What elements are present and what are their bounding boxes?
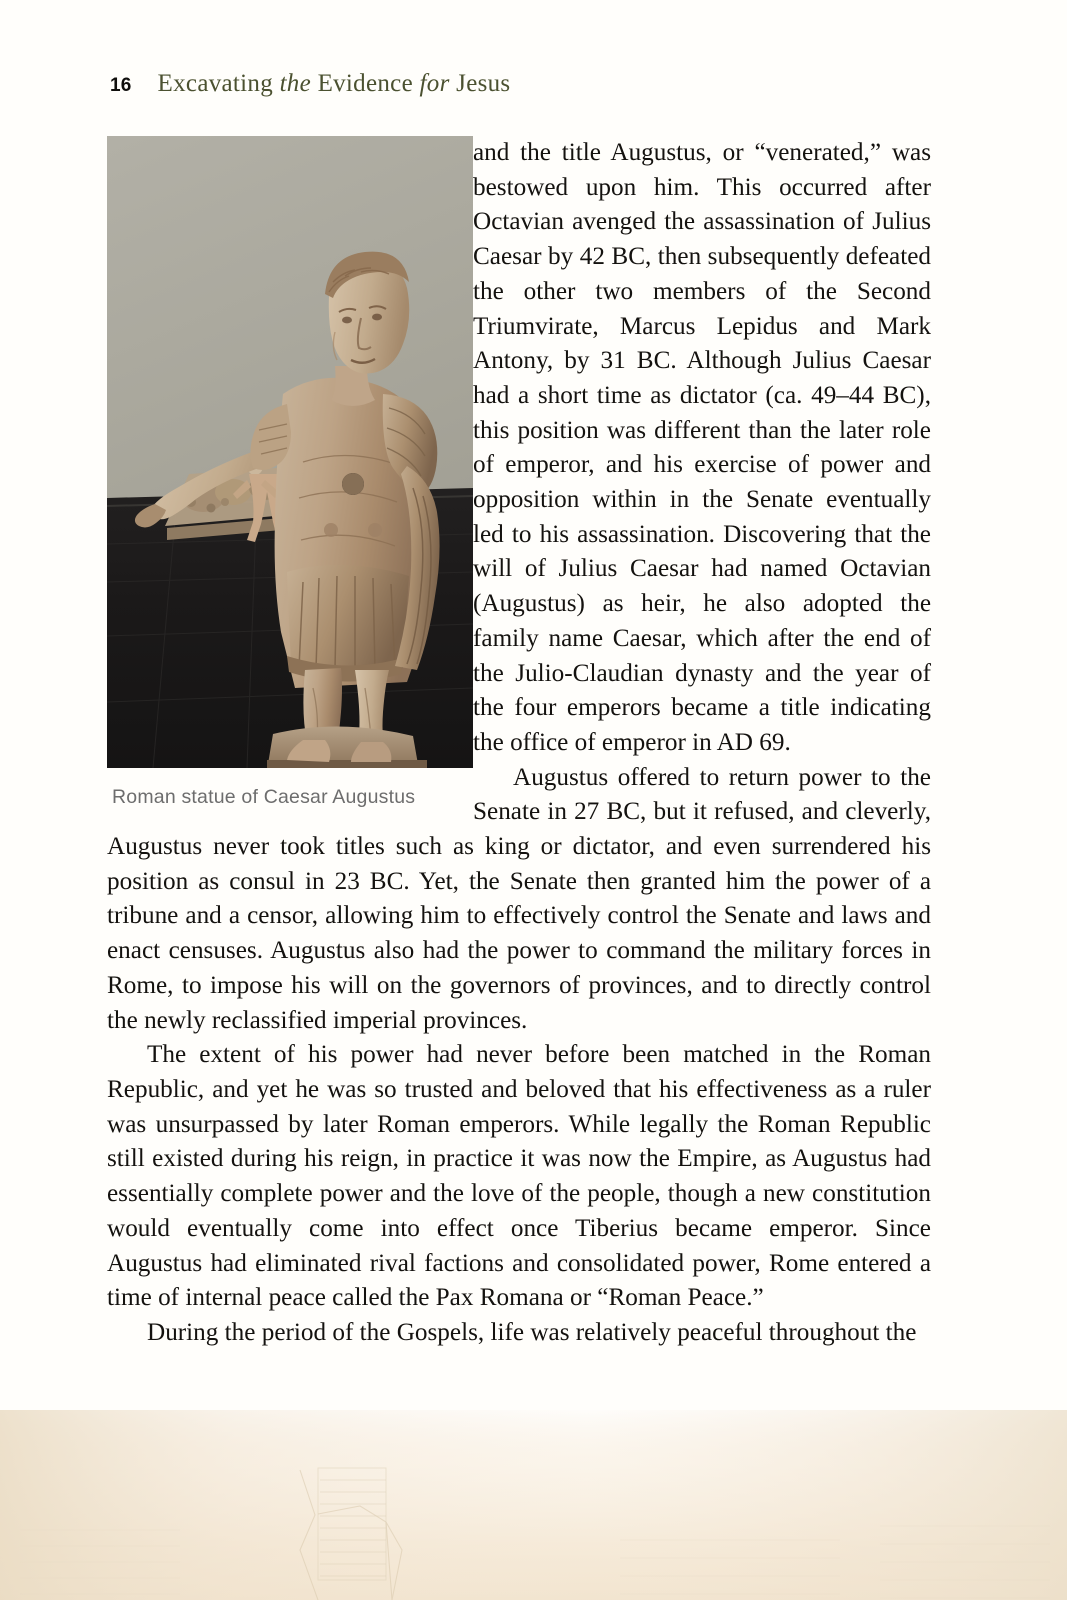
paragraph-3: The extent of his power had never before been matched in the Roman Republic, and yet he was so trusted and beloved that his effectiveness as a ruler was unsurpassed by later Roman emperors. While legally the Roman Republic still existed during his reign, in practice it was now the Empire, as Augustus had essentially complete power and the love of the people, though a new constitution would eventually come into effect once Tiberius became emperor. Since Augustus had eliminated rival factions and consolidated power, Rome entered a time of internal peace called the Pax Romana or “Roman Peace.” [107, 1041, 931, 1312]
body-text-column [107, 136, 931, 1351]
paragraph-2: Augustus offered to return power to the Senate in 27 BC, but it refused, and cleverly, Augustus never took titles such as king or dictator, and even surrendered his position as consul in 23 BC. Yet, the Senate then granted him the power of a tribune and a censor, allowing him to effectively control the Senate and laws and enact censuses. Augustus also had the power to command the military forces in Rome, to impose his will on the governors of provinces, and to directly control the newly reclassified imperial provinces. [107, 763, 931, 1034]
book-title-italic-for: for [419, 70, 450, 97]
book-title [158, 70, 511, 98]
running-head [110, 70, 930, 104]
figure-augustus-statue [107, 136, 473, 812]
paragraph-1: and the title Augustus, or “venerated,” was bestowed upon him. This occurred after Octavian avenged the assassination of Julius Caesar by 42 BC, then subsequently defeated the other two members of the Second Triumvirate, Marcus Lepidus and Mark Antony, by 31 BC. Although Julius Caesar had a short time as dictator (ca. 49–44 BC), this position was different than the later role of emperor, and his exercise of power and opposition within in the Senate eventually led to his assassination. Discovering that the will of Julius Caesar had named Octavian (Augustus) as heir, he also adopted the family name Caesar, which after the end of the Julio-Claudian dynasty and the year of the four emperors became a title indicating the office of emperor in AD 69. [473, 139, 931, 756]
page-number: 16 [110, 75, 132, 96]
figure-caption: Roman statue of Caesar Augustus [112, 786, 416, 808]
book-title-part-2: Evidence [311, 70, 420, 97]
book-title-part-3: Jesus [449, 70, 511, 97]
book-title-italic-the: the [279, 70, 312, 97]
statue-photograph [107, 136, 473, 768]
page-footer-watermark [0, 1410, 1067, 1600]
book-title-part-1: Excavating [157, 70, 280, 97]
paragraph-4: During the period of the Gospels, life was relatively peaceful throughout the [147, 1318, 917, 1346]
